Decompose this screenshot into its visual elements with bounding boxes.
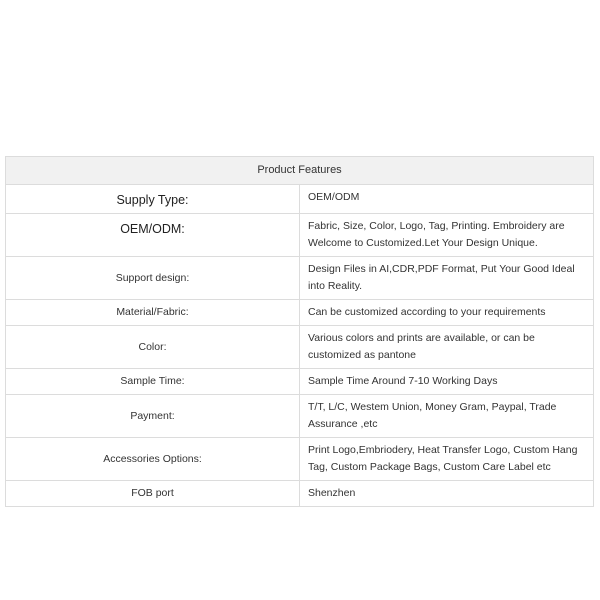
row-label-material-fabric: Material/Fabric:	[6, 300, 300, 326]
row-value-supply-type: OEM/ODM	[300, 185, 594, 214]
row-label-supply-type: Supply Type:	[6, 185, 300, 214]
row-value-color: Various colors and prints are available, or can be customized as pantone	[300, 326, 594, 369]
row-value-sample-time: Sample Time Around 7-10 Working Days	[300, 369, 594, 395]
table-caption-row	[6, 157, 594, 185]
table-row	[6, 369, 594, 395]
row-value-material-fabric: Can be customized according to your requirements	[300, 300, 594, 326]
table-row	[6, 214, 594, 257]
product-features-table	[5, 156, 594, 507]
table-caption: Product Features	[6, 157, 594, 185]
row-label-accessories-options: Accessories Options:	[6, 438, 300, 481]
row-label-oem-odm: OEM/ODM:	[6, 214, 300, 257]
row-label-fob-port: FOB port	[6, 481, 300, 507]
table-row	[6, 326, 594, 369]
row-value-oem-odm: Fabric, Size, Color, Logo, Tag, Printing. Embroidery are Welcome to Customized.Let Your Design Unique.	[300, 214, 594, 257]
table-row	[6, 481, 594, 507]
table-row	[6, 185, 594, 214]
row-label-payment: Payment:	[6, 395, 300, 438]
row-value-payment: T/T, L/C, Westem Union, Money Gram, Paypal, Trade Assurance ,etc	[300, 395, 594, 438]
table-row	[6, 257, 594, 300]
row-value-support-design: Design Files in AI,CDR,PDF Format, Put Your Good Ideal into Reality.	[300, 257, 594, 300]
row-value-accessories-options: Print Logo,Embriodery, Heat Transfer Logo, Custom Hang Tag, Custom Package Bags, Custom Care Label etc	[300, 438, 594, 481]
table-row	[6, 438, 594, 481]
row-value-fob-port: Shenzhen	[300, 481, 594, 507]
row-label-color: Color:	[6, 326, 300, 369]
row-label-support-design: Support design:	[6, 257, 300, 300]
table-row	[6, 300, 594, 326]
row-label-sample-time: Sample Time:	[6, 369, 300, 395]
table-row	[6, 395, 594, 438]
